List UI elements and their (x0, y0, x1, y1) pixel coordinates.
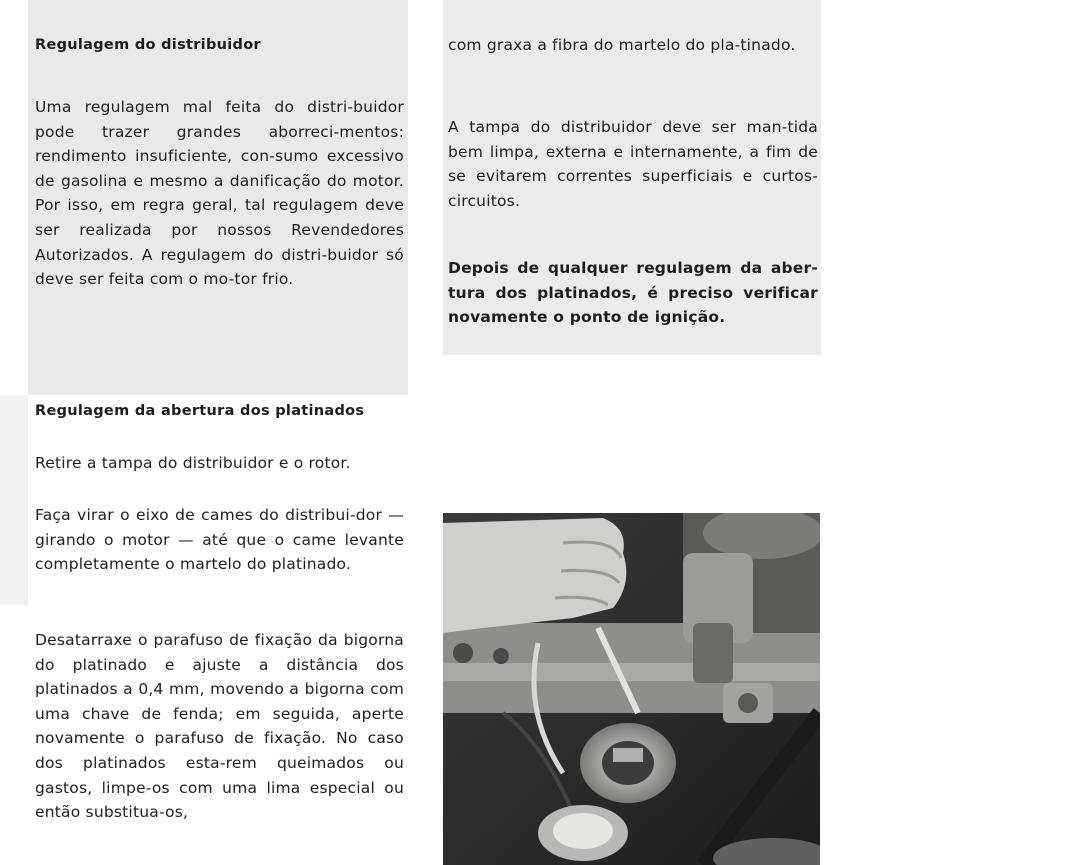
paragraph-eixo-cames: Faça virar o eixo de cames do distribui-dor — girando o motor — até que o came levante completamente o martelo do platinado. (35, 506, 404, 574)
left-column-heading2-wrap (35, 399, 404, 424)
paragraph-retire-tampa: Retire a tampa do distribuidor e o rotor. (35, 454, 351, 472)
paragraph-ponto-ignicao: Depois de qualquer regulagem da aber-tura dos platinados, é preciso verificar novamente o ponto de ignição. (448, 259, 818, 327)
left-column-para3-wrap (35, 503, 404, 577)
right-column-para3-wrap (448, 256, 818, 330)
right-column-para2-wrap (448, 115, 818, 213)
paragraph-graxa: com graxa a fibra do martelo do pla-tinado. (448, 36, 796, 54)
left-column-para4-wrap (35, 628, 404, 825)
right-column-para1-wrap (448, 33, 818, 58)
section-heading-platinados: Regulagem da abertura dos platinados (35, 403, 365, 419)
paragraph-regulagem-intro: Uma regulagem mal feita do distri-buidor pode trazer grandes aborreci-mentos: rendimento insuficiente, con-sumo excessivo de gasolina e mesmo a danificação do motor. Por isso, em regra geral, tal regulagem deve ser realizada por nossos Revendedores Autorizados. A regulagem do distri-buidor só deve ser feita com o mo-tor frio. (35, 98, 404, 289)
engine-distributor-photo (443, 513, 820, 865)
section-heading-distribuidor: Regulagem do distribuidor (35, 37, 261, 53)
left-column-para2-wrap (35, 451, 404, 476)
left-column-para1-wrap (35, 95, 404, 292)
paragraph-tampa-limpa: A tampa do distribuidor deve ser man-tida bem limpa, externa e internamente, a fim de se evitarem correntes superficiais e curtos-circuitos. (448, 118, 818, 210)
scanned-paper-margin (0, 395, 28, 605)
paragraph-desatarraxe: Desatarraxe o parafuso de fixação da bigorna do platinado e ajuste a distância dos platinados a 0,4 mm, movendo a bigorna com uma chave de fenda; em seguida, aperte novamente o parafuso de fixação. No caso dos platinados esta-rem queimados ou gastos, limpe-os com uma lima especial ou então substitua-os, (35, 631, 404, 822)
left-column (35, 33, 404, 58)
